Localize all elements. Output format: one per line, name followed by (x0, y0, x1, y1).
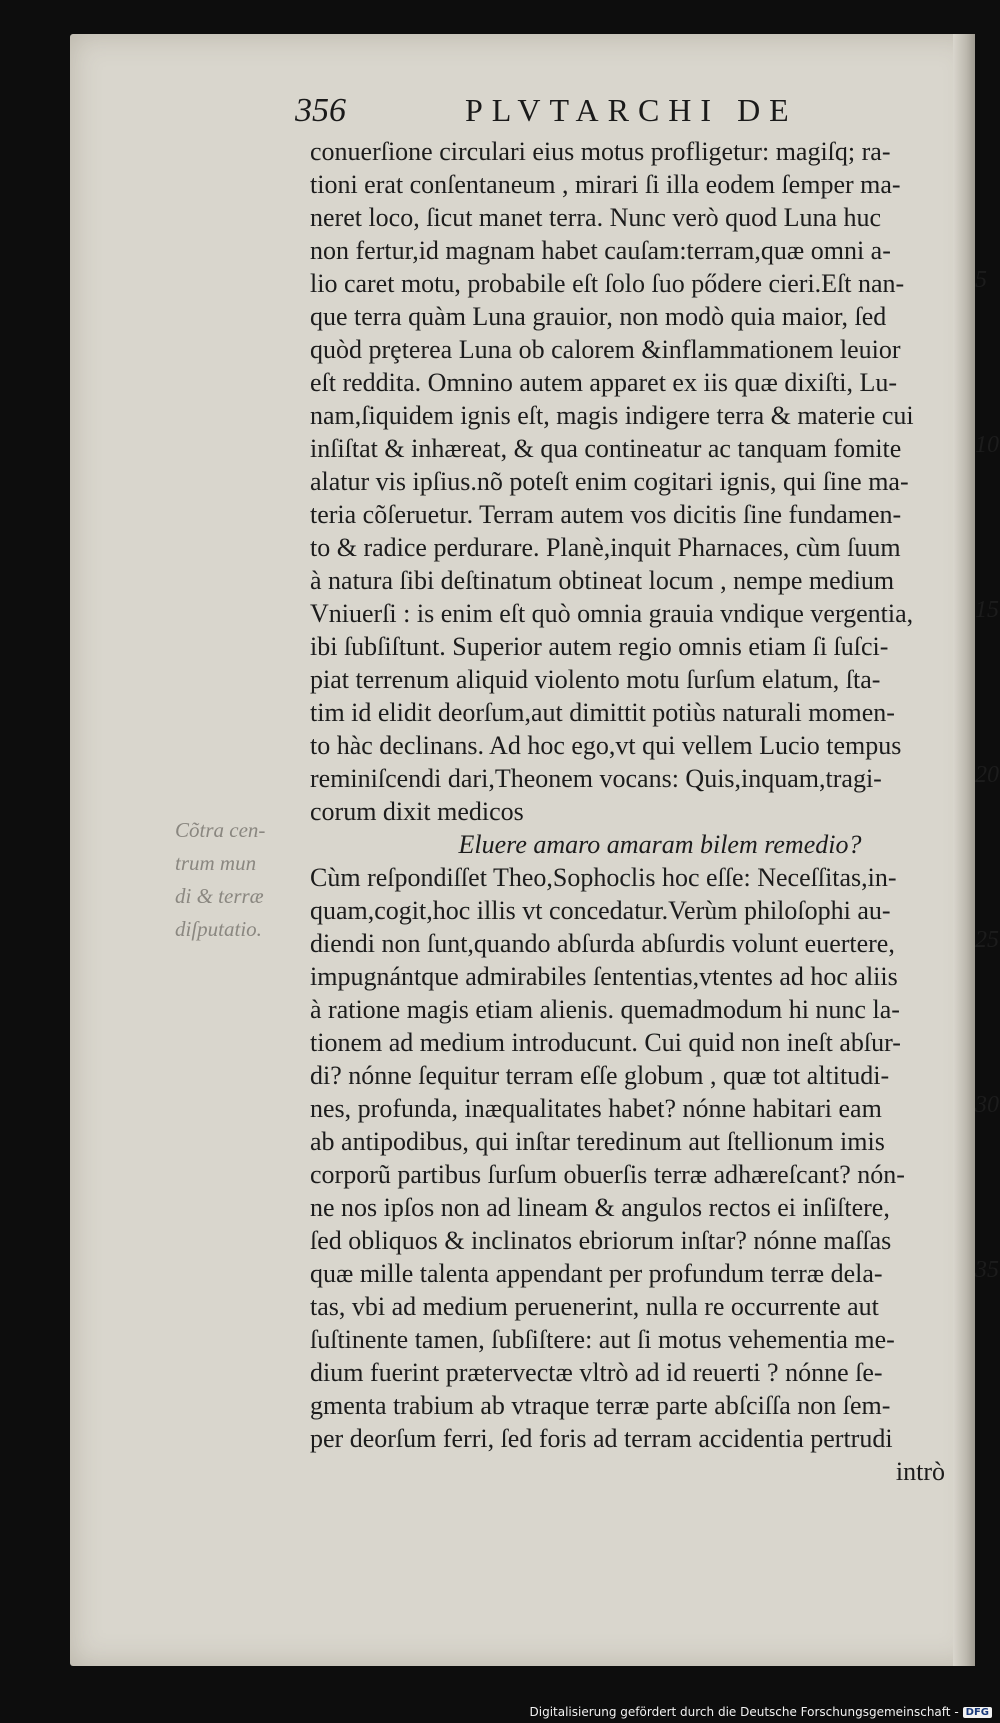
margin-note-line: di & terræ (175, 884, 264, 908)
text-line: di? nónne ſequitur terram eſſe globum , quæ tot altitudi- (310, 1061, 890, 1090)
text-line: conuerſione circulari eius motus profligetur: magiſq; ra- (310, 137, 891, 166)
catchword-line: intrò (895, 1457, 945, 1486)
text-line: Cùm reſpondiſſet Theo,Sophoclis hoc eſſe: Neceſſitas,in- (310, 863, 897, 892)
text-line: gmenta trabium ab vtraque terræ parte abſciſſa non ſem- (310, 1391, 891, 1420)
page-number: 356 (295, 92, 346, 129)
text-line: impugnántque admirabiles ſententias,vtentes ad hoc aliis (310, 962, 898, 991)
margin-note-line: diſputatio. (175, 917, 262, 941)
text-line: neret loco, ſicut manet terra. Nunc verò quod Luna huc (310, 203, 882, 232)
text-line: lio caret motu, probabile eſt ſolo ſuo pődere cieri.Eſt nan- (310, 269, 905, 298)
footer-text: Digitalisierung gefördert durch die Deutsche Forschungsgemeinschaft - (529, 1705, 959, 1719)
text-line: non fertur,id magnam habet cauſam:terram,quæ omni a- (310, 236, 891, 265)
text-line: Vniuerſi : is enim eſt quò omnia grauia vndique vergentia, (310, 599, 914, 628)
text-line: inſiſtat & inhæreat, & qua contineatur ac tanquam fomite (310, 434, 902, 463)
text-line: tim id elidit deorſum,aut dimittit potiùs naturali momen- (310, 698, 895, 727)
text-line: nam,ſiquidem ignis eſt, magis indigere terra & materie cui (310, 401, 914, 430)
line-number: 10 (975, 432, 999, 458)
text-line: per deorſum ferri, ſed foris ad terram accidentia pertrudi (310, 1424, 893, 1453)
dfg-logo: DFG (963, 1707, 992, 1718)
text-line: reminiſcendi dari,Theonem vocans: Quis,inquam,tragi- (310, 764, 882, 793)
page-header (295, 92, 815, 132)
text-line: eſt reddita. Omnino autem apparet ex iis quæ dixiſti, Lu- (310, 368, 898, 397)
text-line: piat terrenum aliquid violento motu ſurſum elatum, ſta- (310, 665, 881, 694)
line-number: 5 (975, 267, 987, 293)
text-line: nes, profunda, inæqualitates habet? nónne habitari eam (310, 1094, 882, 1123)
text-line: ſed obliquos & inclinatos ebriorum inſtar? nónne maſſas (310, 1226, 892, 1255)
text-line: tas, vbi ad medium peruenerint, nulla re occurrente aut (310, 1292, 879, 1321)
text-line: quòd prȩterea Luna ob calorem &inflammationem leuior (310, 335, 901, 364)
text-line: ſuſtinente tamen, ſubſiſtere: aut ſi motus vehementia me- (310, 1325, 895, 1354)
text-line: teria cõſeruetur. Terram autem vos dicitis ſine fundamen- (310, 500, 902, 529)
running-head: PLVTARCHI DE (465, 92, 798, 128)
text-line: à ratione magis etiam alienis. quemadmodum hi nunc la- (310, 995, 900, 1024)
margin-note (175, 814, 305, 946)
text-line: alatur vis ipſius.nõ poteſt enim cogitari ignis, qui ſine ma- (310, 467, 909, 496)
margin-note-line: Cõtra cen- (175, 818, 266, 842)
text-line: dium fuerint prætervectæ vltrò ad id reuerti ? nónne ſe- (310, 1358, 883, 1387)
text-line: corporũ partibus ſurſum obuerſis terræ adhæreſcant? nón- (310, 1160, 905, 1189)
line-number: 30 (975, 1092, 999, 1118)
text-line: quam,cogit,hoc illis vt concedatur.Verùm philoſophi au- (310, 896, 891, 925)
body-text (310, 135, 970, 1488)
text-line: tionem ad medium introducunt. Cui quid non ineſt abſur- (310, 1028, 901, 1057)
line-number: 15 (975, 597, 999, 623)
text-line: que terra quàm Luna grauior, non modò quia maior, ſed (310, 302, 887, 331)
text-line: corum dixit medicos (310, 797, 524, 826)
text-line: ibi ſubſiſtunt. Superior autem regio omnis etiam ſi ſuſci- (310, 632, 889, 661)
text-line: ab antipodibus, qui inſtar teredinum aut ſtellionum imis (310, 1127, 885, 1156)
text-line: à natura ſibi deſtinatum obtineat locum , nempe medium (310, 566, 895, 595)
digitization-footer (530, 1705, 993, 1719)
quotation-line: Eluere amaro amaram bilem remedio? (458, 830, 862, 859)
text-line: diendi non ſunt,quando abſurda abſurdis volunt euertere, (310, 929, 895, 958)
text-line: ne nos ipſos non ad lineam & angulos rectos ei inſiſtere, (310, 1193, 890, 1222)
margin-note-line: trum mun (175, 851, 257, 875)
line-number: 25 (975, 927, 999, 953)
text-line: quæ mille talenta appendant per profundum terræ dela- (310, 1259, 883, 1288)
text-line: tioni erat conſentaneum , mirari ſi illa eodem ſemper ma- (310, 170, 901, 199)
text-line: to & radice perdurare. Planè,inquit Pharnaces, cùm ſuum (310, 533, 901, 562)
line-number: 20 (975, 762, 999, 788)
line-number: 35 (975, 1257, 999, 1283)
text-line: to hàc declinans. Ad hoc ego,vt qui vellem Lucio tempus (310, 731, 902, 760)
